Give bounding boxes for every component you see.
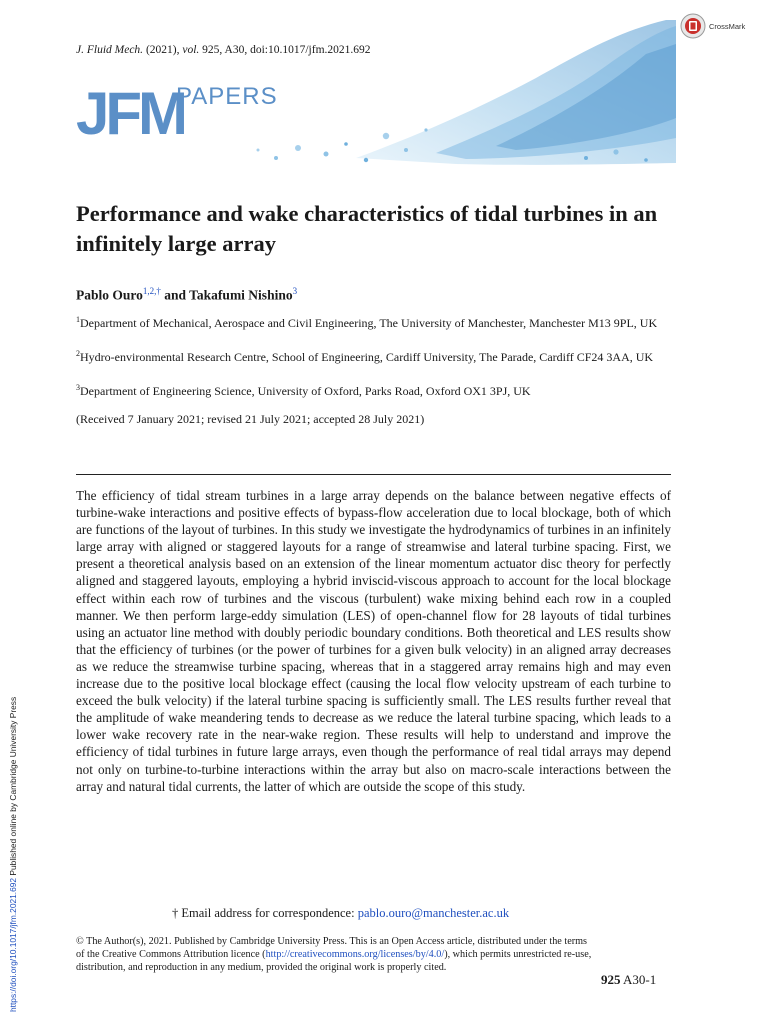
affiliation-2-text: Hydro-environmental Research Centre, School of Engineering, Cardiff University, The Parade, Cardiff CF24 3AA, UK	[80, 350, 654, 364]
page-volume: 925	[601, 972, 621, 987]
citation-journal: J. Fluid Mech.	[76, 44, 144, 56]
abstract-text: The efficiency of tidal stream turbines in a large array depends on the balance between negative effects of turbine-wake interactions and positive effects of bypass-flow acceleration due to local blockage, both of which are functions of the layout of turbines. In this study we investigate the hydrodynamics of turbines in an infinitely large array with aligned or staggered layouts for a range of streamwise and lateral turbine spacing. First, we present a theoretical analysis based on an extension of the linear momentum actuator disc theory for perfectly aligned and staggered layouts, employing a hybrid inviscid-viscous approach to account for the local blockage effect within each row of turbines and the viscous (turbulent) wake mixing behind each row in a coupled manner. We then perform large-eddy simulation (LES) of open-channel flow for 28 layouts of tidal turbines using an actuator line method with doubly periodic boundary conditions. Both theoretical and LES results show that the efficiency of turbines (or the power of turbines for a given bulk velocity) in an aligned array decreases as we reduce the streamwise turbine spacing, whereas that in a staggered array remains high and may even increase due to the positive local blockage effect (causing the local flow velocity upstream of each turbine to exceed the bulk velocity) if the lateral turbine spacing is sufficiently small. The LES results further reveal that the amplitude of wake meandering tends to decrease as we reduce the lateral turbine spacing, which leads to a lower wake recovery rate in the near-wake region. These results will help to understand and improve the efficiency of tidal turbines in future large arrays, even though the performance of real tidal arrays may depend not only on turbine-to-turbine interactions within the array but also on macro-scale interactions between the array and natural tidal currents, the latter of which are outside the scope of this study.	[76, 488, 671, 794]
author-1-affiliation-link[interactable]: 1,2,	[142, 286, 157, 296]
author-2-affiliation-link[interactable]: 3	[292, 286, 298, 296]
water-splash-image	[236, 18, 676, 168]
side-published-text: Published online by Cambridge University Press	[8, 696, 18, 878]
correspondence-label: † Email address for correspondence:	[172, 906, 358, 920]
logo-papers-text: PAPERS	[176, 83, 276, 110]
jfm-papers-logo	[76, 82, 276, 140]
side-publication-note	[8, 697, 18, 1012]
copyright-text-2: ), which permits unrestricted re-use, distribution, and reproduction in any medium, provided the original work is properly cited.	[76, 948, 592, 973]
author-2-name: and Takafumi Nishino	[160, 287, 293, 303]
correspondence-email-link[interactable]: pablo.ouro@manchester.ac.uk	[357, 906, 510, 920]
citation-details: 925, A30, doi:10.1017/jfm.2021.692	[202, 44, 371, 56]
citation-vol-label: vol.	[182, 44, 200, 56]
affiliation-3-number: 3	[76, 383, 80, 392]
author-1-dagger-link[interactable]: †	[156, 286, 161, 296]
correspondence-footnote	[172, 906, 509, 921]
author-1-name: Pablo Ouro	[76, 287, 143, 303]
crossmark-icon	[680, 13, 706, 39]
author-line	[76, 286, 297, 304]
crossmark-badge[interactable]	[680, 13, 745, 39]
affiliation-1-text: Department of Mechanical, Aerospace and Civil Engineering, The University of Manchester, Manchester M13 9PL, UK	[80, 316, 658, 330]
page-article-id: A30-1	[620, 972, 657, 987]
license-link[interactable]: http://creativecommons.org/licenses/by/4.0/	[265, 948, 445, 960]
affiliation-1-number: 1	[76, 315, 80, 324]
copyright-text-1: © The Author(s), 2021. Published by Cambridge University Press. This is an Open Access article, distributed under the terms of the Creative Commons Attribution licence (	[76, 936, 587, 960]
side-doi-link[interactable]: https://doi.org/10.1017/jfm.2021.692	[8, 877, 18, 1012]
affiliation-3-text: Department of Engineering Science, University of Oxford, Parks Road, Oxford OX1 3PJ, UK	[80, 384, 531, 398]
copyright-notice	[76, 936, 596, 974]
affiliation-1	[76, 312, 676, 331]
abstract-divider	[76, 474, 671, 475]
page-number	[601, 972, 656, 988]
affiliation-2-number: 2	[76, 349, 80, 358]
affiliation-3	[76, 380, 676, 399]
citation-year: (2021),	[145, 44, 180, 56]
affiliation-2	[76, 346, 676, 365]
article-title: Performance and wake characteristics of tidal turbines in an infinitely large array	[76, 201, 658, 256]
jfm-logo	[76, 82, 276, 145]
received-dates: (Received 7 January 2021; revised 21 July 2021; accepted 28 July 2021)	[76, 412, 425, 426]
crossmark-label: CrossMark	[709, 21, 746, 31]
logo-jfm-text: JFM	[76, 82, 184, 140]
